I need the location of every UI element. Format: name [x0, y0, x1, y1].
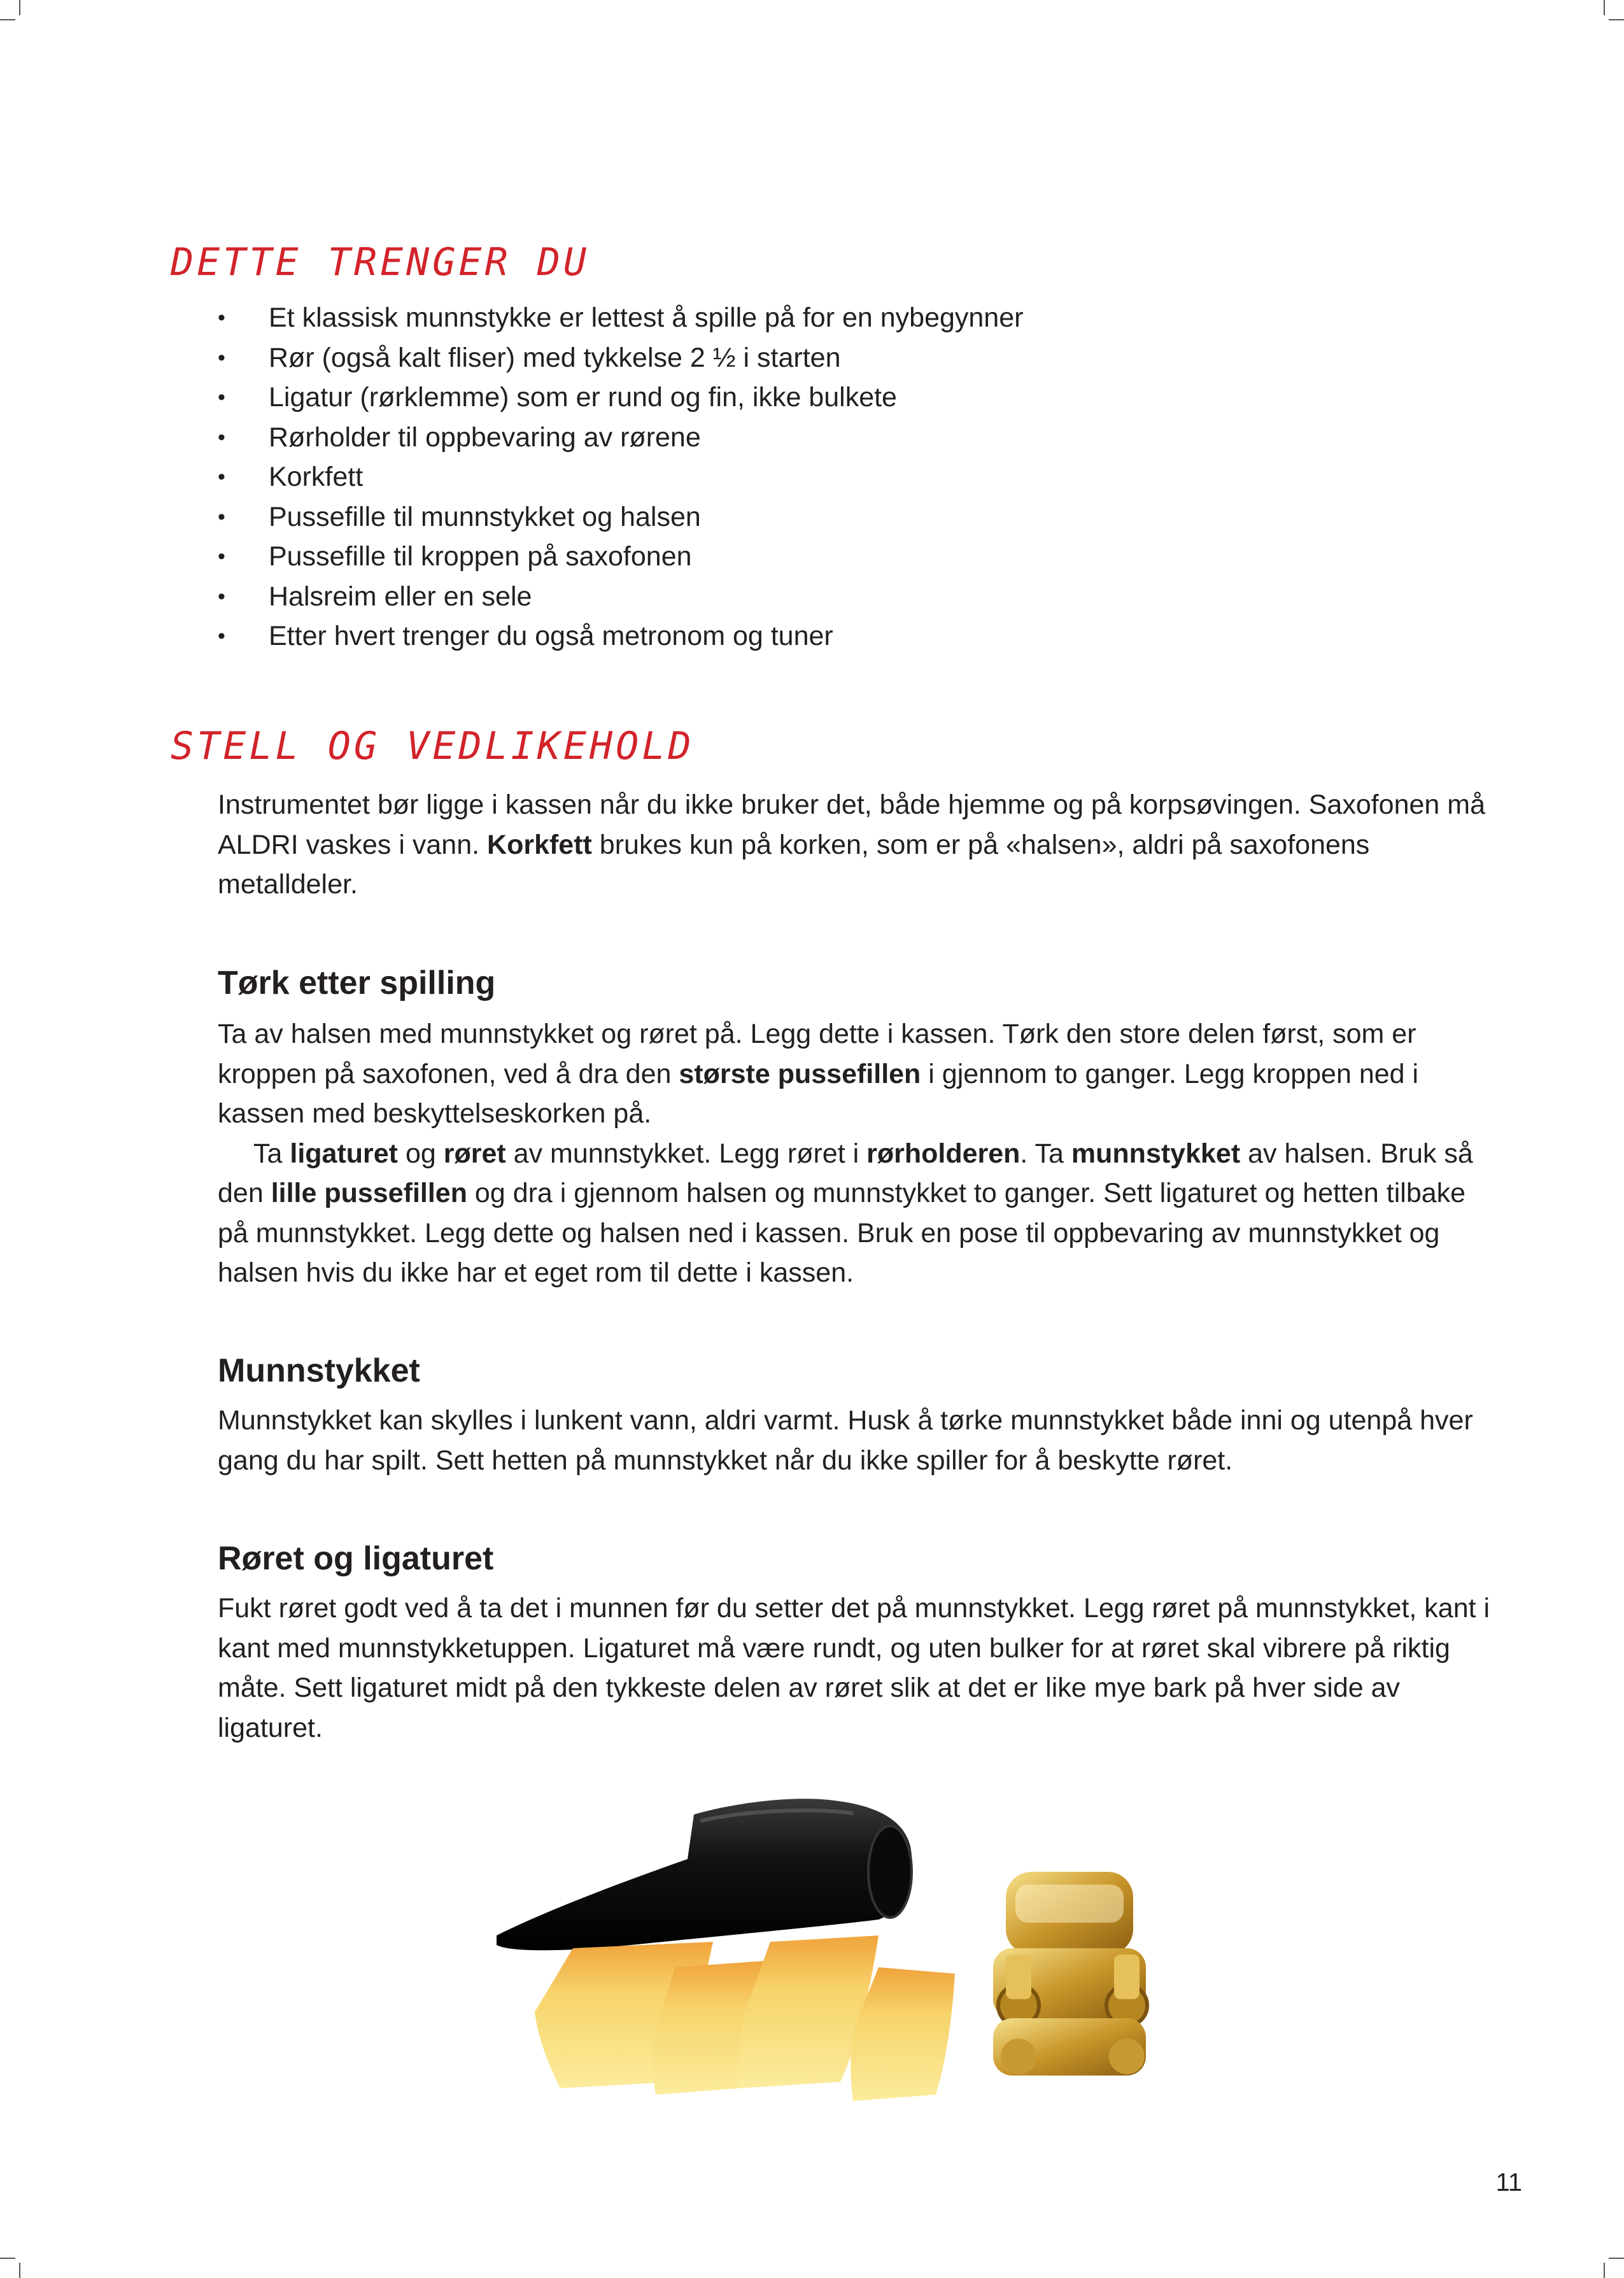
crop-mark-bottom-right-h	[1609, 2258, 1624, 2259]
heading-care: STELL OG VEDLIKEHOLD	[171, 724, 695, 768]
saxophone-accessories-photo	[497, 1789, 1171, 2146]
page-number: 11	[1495, 2168, 1522, 2197]
crop-mark-bottom-left-h	[0, 2258, 15, 2259]
crop-mark-top-right-v	[1604, 0, 1605, 15]
dry-paragraph-1: Ta av halsen med munnstykket og røret på. Legg dette i kassen. Tørk den store delen først, som er kroppen på saxofonen, ved å dra den største pussefillen i gjennom to ganger. Legg kroppen ned i kassen med beskyttelseskorken på. Ta ligaturet og røret av munnstykket. Legg røret i rørholderen. Ta munnstykket av halsen. Bruk så den lille pussefillen og dra i gjennom halsen og munnstykket to ganger. Sett ligaturet og hetten tilbake på munnstykket. Legg dette og halsen ned i kassen. Bruk en pose til oppbevaring av munnstykket og halsen hvis du ikke har et eget rom til dette i kassen.	[218, 1019, 1473, 1288]
heading-gear: DETTE TRENGER DU	[171, 240, 590, 285]
mouthpiece-paragraph: Munnstykket kan skylles i lunkent vann, aldri varmt. Husk å tørke munnstykket både inni og utenpå hver gang du har spilt. Sett hetten på munnstykket når du ikke spiller for å beskytte røret.	[218, 1405, 1473, 1476]
heading-dry: Tørk etter spilling	[218, 965, 496, 1001]
reeds-image	[535, 1935, 955, 2101]
care-intro: Instrumentet bør ligge i kassen når du ikke bruker det, både hjemme og på korpsøvingen. Saxofonen må ALDRI vaskes i vann. Korkfett brukes kun på korken, som er på «halsen», aldri på saxofonens metalldeler.	[218, 789, 1486, 900]
ligature-image	[993, 1872, 1147, 2076]
list-item: • Rør (også kalt fliser) med tykkelse 2 ½ i starten	[218, 338, 1023, 378]
list-item: • Halsreim eller en sele	[218, 577, 1023, 617]
crop-mark-top-left-v	[19, 0, 20, 15]
list-item: • Korkfett	[218, 457, 1023, 497]
list-item: • Pussefille til kroppen på saxofonen	[218, 537, 1023, 577]
list-item: • Rørholder til oppbevaring av rørene	[218, 418, 1023, 458]
reed-paragraph: Fukt røret godt ved å ta det i munnen før du setter det på munnstykket. Legg røret på munnstykket, kant i kant med munnstykketuppen. Ligaturet må være rundt, og uten bulker for at røret skal vibrere på riktig måte. Sett ligaturet midt på den tykkeste delen av røret slik at det er like mye bark på hver side av ligaturet.	[218, 1593, 1490, 1743]
heading-mouthpiece: Munnstykket	[218, 1352, 420, 1389]
heading-reed: Røret og ligaturet	[218, 1540, 494, 1577]
list-item: • Pussefille til munnstykket og halsen	[218, 497, 1023, 537]
list-item: • Et klassisk munnstykke er lettest å spille på for en nybegynner	[218, 298, 1023, 338]
crop-mark-top-left-h	[0, 19, 15, 20]
crop-mark-bottom-left-v	[19, 2263, 20, 2278]
mouthpiece-image	[497, 1799, 912, 1950]
crop-mark-bottom-right-v	[1604, 2263, 1605, 2278]
list-item: • Etter hvert trenger du også metronom og tuner	[218, 616, 1023, 656]
list-item: • Ligatur (rørklemme) som er rund og fin, ikke bulkete	[218, 378, 1023, 418]
gear-list	[218, 298, 1023, 656]
crop-mark-top-right-h	[1609, 19, 1624, 20]
